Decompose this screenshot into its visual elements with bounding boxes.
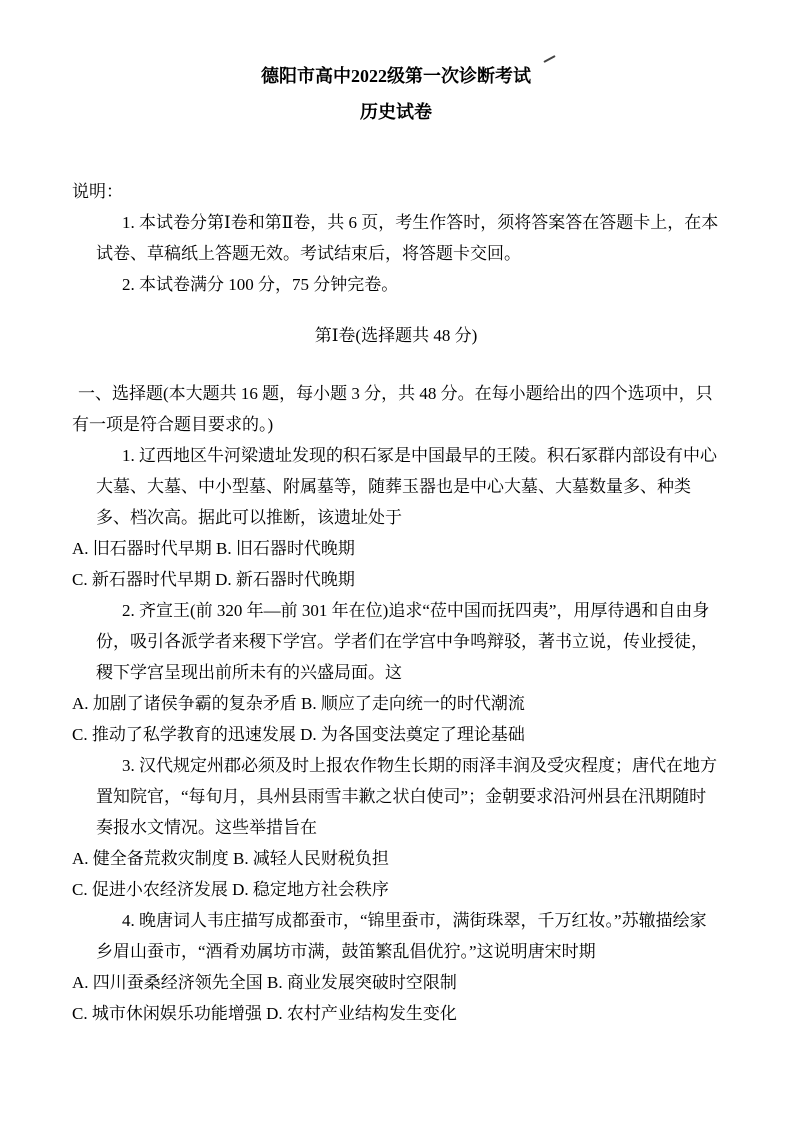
instructions-section [72, 176, 720, 300]
question-4 [72, 905, 720, 1029]
question-2 [72, 595, 720, 750]
question-1 [72, 440, 720, 595]
section1-intro: 一、选择题(本大题共 16 题，每小题 3 分，共 48 分。在每小题给出的四个选项中，只有一项是符合题目要求的。) [72, 384, 713, 434]
question-1-stem: 1. 辽西地区牛河梁遗址发现的积石冢是中国最早的王陵。积石冢群内部设有中心大墓、大墓、中小型墓、附属墓等，随葬玉器也是中心大墓、大墓数量多、种类多、档次高。据此可以推断，该遗址处于 [96, 446, 717, 527]
question-4-stem: 4. 晚唐词人韦庄描写成都蚕市，“锦里蚕市，满街珠翠，千万红妆。”苏辙描绘家乡眉山蚕市，“酒肴劝属坊市满，鼓笛繁乱倡优狞。”这说明唐宋时期 [96, 911, 707, 961]
question-3-options-ab: A. 健全备荒救灾制度 B. 减轻人民财税负担 [72, 849, 389, 868]
question-4-options-ab: A. 四川蚕桑经济领先全国 B. 商业发展突破时空限制 [72, 973, 457, 992]
exam-subject-title: 历史试卷 [360, 102, 432, 122]
question-3 [72, 750, 720, 905]
question-3-stem: 3. 汉代规定州郡必须及时上报农作物生长期的雨泽丰润及受灾程度；唐代在地方置知院官，“每旬月，具州县雨雪丰歉之状白使司”；金朝要求沿河州县在汛期随时奏报水文情况。这些举措旨在 [96, 756, 717, 837]
part1-header: 第Ⅰ卷(选择题共 48 分) [314, 326, 478, 345]
question-2-options-ab: A. 加剧了诸侯争霸的复杂矛盾 B. 顺应了走向统一的时代潮流 [72, 694, 525, 713]
question-1-options-ab: A. 旧石器时代早期 B. 旧石器时代晚期 [72, 539, 355, 558]
question-3-options-cd: C. 促进小农经济发展 D. 稳定地方社会秩序 [72, 880, 389, 899]
question-2-options-cd: C. 推动了私学教育的迅速发展 D. 为各国变法奠定了理论基础 [72, 725, 525, 744]
instruction-item-1: 1. 本试卷分第Ⅰ卷和第Ⅱ卷，共 6 页，考生作答时，须将答案答在答题卡上，在本试卷、草稿纸上答题无效。考试结束后，将答题卡交回。 [96, 213, 719, 263]
instruction-item-2: 2. 本试卷满分 100 分，75 分钟完卷。 [122, 275, 399, 294]
instructions-label: 说明： [72, 182, 123, 201]
question-4-options-cd: C. 城市休闲娱乐功能增强 D. 农村产业结构发生变化 [72, 1004, 457, 1023]
question-1-options-cd: C. 新石器时代早期 D. 新石器时代晚期 [72, 570, 355, 589]
question-2-stem: 2. 齐宣王(前 320 年—前 301 年在位)追求“莅中国而抚四夷”，用厚待遇和自由身份，吸引各派学者来稷下学宫。学者们在学宫中争鸣辩驳，著书立说，传业授徒，稷下学宫呈现出前所未有的兴盛局面。这 [96, 601, 710, 682]
exam-title: 德阳市高中2022级第一次诊断考试 [261, 66, 531, 86]
